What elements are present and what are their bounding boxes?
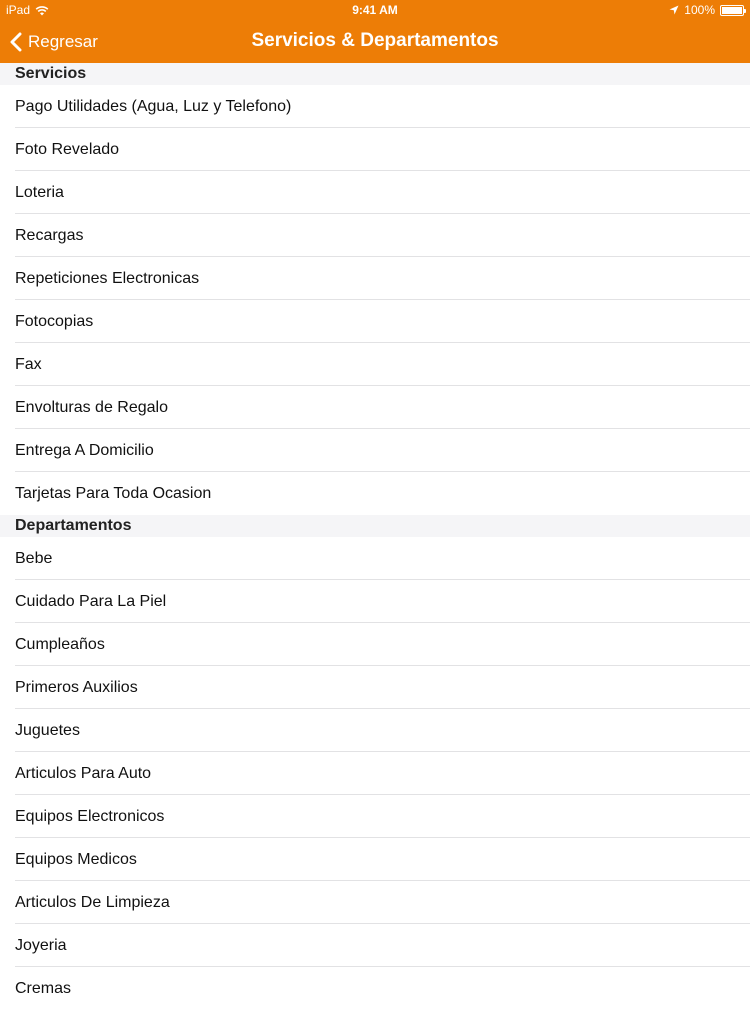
location-arrow-icon	[669, 5, 679, 15]
list-item[interactable]: Cuidado Para La Piel	[0, 580, 750, 623]
list-item[interactable]: Tarjetas Para Toda Ocasion	[15, 485, 212, 502]
list-item[interactable]: Equipos Medicos	[0, 838, 750, 881]
status-bar	[0, 0, 750, 22]
list-item[interactable]: Fotocopias	[0, 300, 750, 343]
top-bar	[0, 0, 750, 63]
list-item[interactable]: Articulos Para Auto	[0, 752, 750, 795]
list-item[interactable]: Joyeria	[0, 924, 750, 967]
status-time: 9:41 AM	[352, 3, 398, 17]
list-item[interactable]: Recargas	[0, 214, 750, 257]
list-item[interactable]: Loteria	[0, 171, 750, 214]
navigation-bar	[0, 22, 750, 63]
page-title: Servicios & Departamentos	[251, 30, 499, 51]
list-item[interactable]: Pago Utilidades (Agua, Luz y Telefono)	[0, 85, 750, 128]
list-item[interactable]: Juguetes	[0, 709, 750, 752]
list-item[interactable]: Repeticiones Electronicas	[0, 257, 750, 300]
list-item[interactable]: Primeros Auxilios	[0, 666, 750, 709]
list-item[interactable]: Foto Revelado	[0, 128, 750, 171]
battery-icon	[720, 5, 744, 16]
back-button-label: Regresar	[28, 32, 98, 51]
list-item[interactable]: Cumpleaños	[0, 623, 750, 666]
table-view[interactable]	[0, 63, 750, 1010]
list-item[interactable]: Bebe	[0, 537, 750, 580]
list-item[interactable]: Equipos Electronicos	[0, 795, 750, 838]
list-item[interactable]: Envolturas de Regalo	[0, 386, 750, 429]
battery-percent: 100%	[684, 3, 715, 17]
section-header: Servicios	[0, 63, 750, 85]
section-header: Departamentos	[0, 515, 750, 537]
list-item[interactable]: Articulos De Limpieza	[0, 881, 750, 924]
status-right	[669, 3, 744, 17]
carrier-label: iPad	[6, 3, 31, 17]
list-item[interactable]: Cremas	[15, 980, 72, 997]
list-item[interactable]: Fax	[0, 343, 750, 386]
battery-fill	[722, 7, 742, 14]
list-item[interactable]: Entrega A Domicilio	[0, 429, 750, 472]
